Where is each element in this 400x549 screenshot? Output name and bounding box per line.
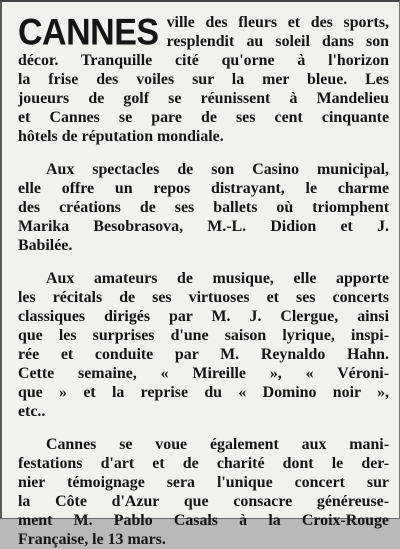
paragraph-3 <box>18 269 389 421</box>
text-line: Aux amateurs de musique, elle apporte <box>46 270 389 287</box>
text-line: la Côte d'Azur que consacre généreuse- <box>18 493 389 510</box>
text-line: des créations de ses ballets où triomphent <box>18 199 389 216</box>
text-line: joueurs de golf se réunissent à Mandelieu <box>18 90 389 107</box>
text-line: festations d'art et de charité dont le der- <box>18 455 389 472</box>
text-line: rée et conduite par M. Reynaldo Hahn. <box>18 346 389 363</box>
article-body <box>18 13 389 549</box>
paragraph-1 <box>18 13 389 146</box>
text-line: Babilée. <box>18 237 73 254</box>
text-line: etc.. <box>18 403 46 420</box>
text-line: Cette semaine, « Mireille », « Véroni- <box>18 365 389 382</box>
text-line: Cannes se voue également aux mani- <box>46 436 389 453</box>
text-line: ville des fleurs et des sports, <box>166 14 389 31</box>
text-line: hôtels de réputation mondiale. <box>18 128 224 145</box>
paragraph-4 <box>18 435 389 549</box>
text-line: nier témoignage sera l'unique concert sur <box>18 474 389 491</box>
text-line: Aux spectacles de son Casino municipal, <box>46 161 389 178</box>
text-line: les récitals de ses virtuoses et ses concerts <box>18 289 389 306</box>
text-line: et Cannes se pare de ses cent cinquante <box>18 109 389 126</box>
text-line: Marika Besobrasova, M.-L. Didion et J. <box>18 218 389 235</box>
text-line: resplendit au soleil dans son <box>166 33 389 50</box>
text-line: classiques dirigés par M. J. Clergue, ainsi <box>18 308 389 325</box>
text-line: elle offre un repos distrayant, le charme <box>18 180 389 197</box>
text-line: ment M. Pablo Casals à la Croix-Rouge <box>18 512 389 529</box>
text-line: décor. Tranquille cité qu'orne à l'horizon <box>18 52 389 69</box>
text-line: la frise des voiles sur la mer bleue. Les <box>18 71 389 88</box>
paragraph-2 <box>18 160 389 255</box>
text-line: que les surprises d'une saison lyrique, inspi- <box>18 327 389 344</box>
text-line: Française, le 13 mars. <box>18 531 166 548</box>
lead-word: CANNES <box>18 12 159 54</box>
text-line: que » et la reprise du « Domino noir », <box>18 384 389 401</box>
